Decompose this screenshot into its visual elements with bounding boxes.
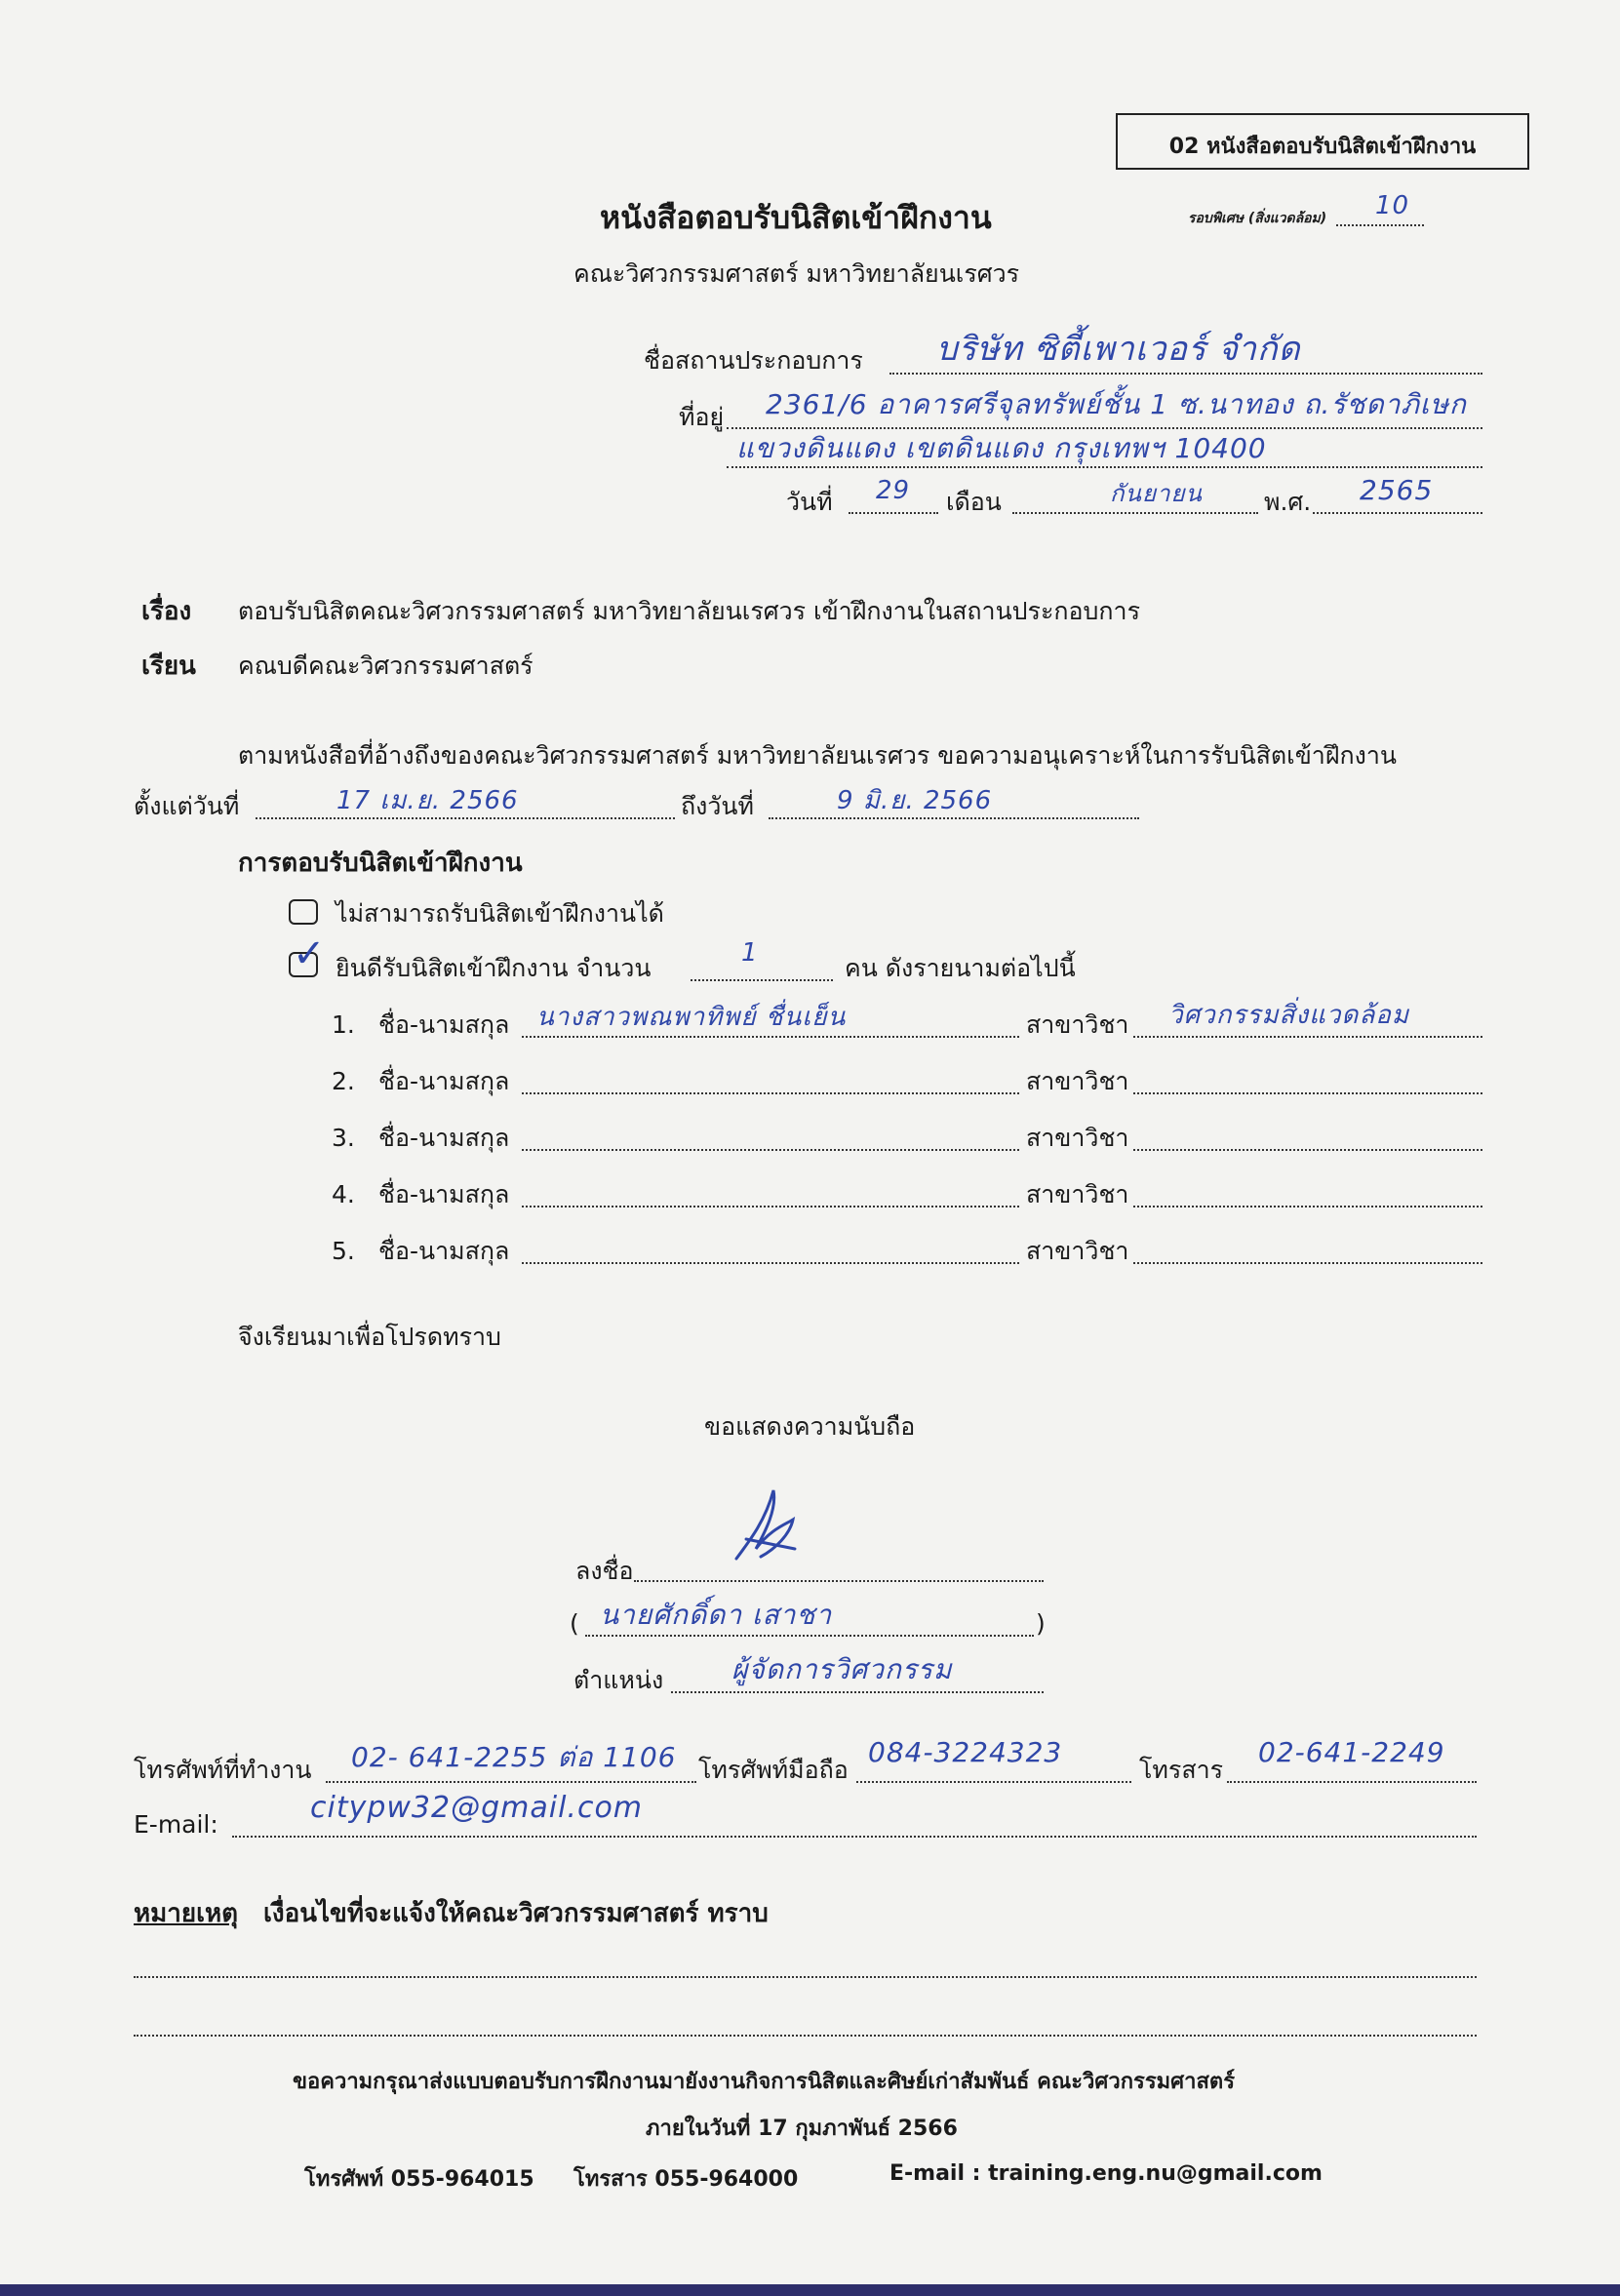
remark-label: หมายเหตุ: [134, 1899, 239, 1928]
response-heading: การตอบรับนิสิตเข้าฝึกงาน: [238, 849, 523, 878]
student-num: 2.: [332, 1067, 355, 1095]
student-major-label: สาขาวิชา: [1026, 1010, 1129, 1039]
regards-text: ขอแสดงความนับถือ: [704, 1412, 916, 1441]
remark-line-1: [134, 1976, 1477, 1978]
student-major-line: [1133, 1206, 1482, 1207]
student-num: 4.: [332, 1180, 355, 1208]
student-major-line: [1133, 1149, 1482, 1151]
form-code-box: [1116, 113, 1529, 170]
recipient-label: เรียน: [141, 652, 196, 681]
sign-close-paren: ): [1036, 1609, 1046, 1638]
recipient-text: คณบดีคณะวิศวกรรมศาสตร์: [238, 652, 533, 680]
month-label: เดือน: [946, 488, 1002, 516]
email-label: E-mail:: [134, 1810, 218, 1839]
day-line: [849, 512, 938, 514]
accept-label: ยินดีรับนิสิตเข้าฝึกงาน จำนวน: [336, 954, 652, 982]
student-major-line: [1133, 1036, 1482, 1038]
count-suffix: คน ดังรายนามต่อไปนี้: [845, 954, 1076, 982]
student-major-label: สาขาวิชา: [1026, 1124, 1129, 1152]
reject-label: ไม่สามารถรับนิสิตเข้าฝึกงานได้: [336, 899, 664, 928]
company-name-value: บริษัท ซิตี้เพาเวอร์ จำกัด: [936, 330, 1301, 369]
footer-line-2: ภายในวันที่ 17 กุมภาพันธ์ 2566: [646, 2117, 958, 2141]
day-value: 29: [876, 476, 911, 505]
scan-edge: [0, 2284, 1620, 2296]
period-from-value: 17 เม.ย. 2566: [336, 786, 519, 815]
student-major-value: วิศวกรรมสิ่งแวดล้อม: [1168, 1001, 1410, 1030]
email-value: citypw32@gmail.com: [310, 1791, 644, 1825]
round-line: [1336, 224, 1424, 226]
sign-open-paren: (: [570, 1609, 579, 1638]
student-major-label: สาขาวิชา: [1026, 1067, 1129, 1095]
month-value: กันยายน: [1110, 480, 1203, 507]
position-line: [671, 1691, 1044, 1693]
student-major-line: [1133, 1092, 1482, 1094]
page-title: หนังสือตอบรับนิสิตเข้าฝึกงาน: [600, 199, 992, 236]
reject-checkbox[interactable]: [289, 899, 318, 925]
round-label: รอบพิเศษ (สิ่งแวดล้อม): [1188, 211, 1327, 226]
round-value: 10: [1375, 191, 1410, 220]
count-line: [691, 979, 833, 981]
position-value: ผู้จัดการวิศวกรรม: [731, 1653, 953, 1685]
address-value-2: แขวงดินแดง เขตดินแดง กรุงเทพฯ 10400: [736, 432, 1267, 464]
student-major-label: สาขาวิชา: [1026, 1237, 1129, 1265]
period-to-label: ถึงวันที่: [681, 792, 754, 820]
student-num: 3.: [332, 1124, 355, 1152]
footer-email: E-mail : training.eng.nu@gmail.com: [889, 2161, 1323, 2186]
date-label: วันที่: [786, 488, 833, 516]
fax-value: 02-641-2249: [1258, 1736, 1445, 1768]
sign-label: ลงชื่อ: [575, 1557, 634, 1585]
address-value-1: 2361/6 อาคารศรีจุลทรัพย์ชั้น 1 ซ.นาทอง ถ.รัชดาภิเษก: [766, 388, 1467, 420]
email-line: [232, 1836, 1477, 1838]
fax-line: [1227, 1781, 1477, 1783]
student-major-label: สาขาวิชา: [1026, 1180, 1129, 1208]
footer-fax: โทรสาร 055-964000: [573, 2167, 799, 2192]
address-label: ที่อยู่: [679, 403, 725, 431]
position-label: ตำแหน่ง: [573, 1666, 664, 1694]
closing-text: จึงเรียนมาเพื่อโปรดทราบ: [238, 1323, 501, 1351]
work-phone-line: [326, 1781, 696, 1783]
student-major-line: [1133, 1262, 1482, 1264]
period-to-value: 9 มิ.ย. 2566: [837, 786, 993, 815]
work-phone-value: 02- 641-2255 ต่อ 1106: [351, 1741, 677, 1773]
remark-text: เงื่อนไขที่จะแจ้งให้คณะวิศวกรรมศาสตร์ ทราบ: [263, 1899, 769, 1928]
student-num: 1.: [332, 1010, 355, 1039]
mobile-value: 084-3224323: [868, 1736, 1063, 1768]
company-name-label: ชื่อสถานประกอบการ: [644, 346, 863, 375]
sign-line: [634, 1580, 1044, 1582]
fax-label: โทรสาร: [1139, 1756, 1224, 1784]
year-value: 2565: [1360, 474, 1434, 506]
form-code: 02 หนังสือตอบรับนิสิตเข้าฝึกงาน: [1168, 135, 1477, 159]
work-phone-label: โทรศัพท์ที่ทำงาน: [134, 1756, 312, 1784]
student-name-line: [522, 1206, 1019, 1207]
year-label: พ.ศ.: [1264, 488, 1312, 516]
student-name-label: ชื่อ-นามสกุล: [378, 1237, 510, 1265]
count-value: 1: [741, 938, 759, 968]
student-name-line: [522, 1149, 1019, 1151]
student-name-line: [522, 1092, 1019, 1094]
subject-text: ตอบรับนิสิตคณะวิศวกรรมศาสตร์ มหาวิทยาลัยนเรศวร เข้าฝึกงานในสถานประกอบการ: [238, 597, 1141, 625]
printed-name-value: นายศักดิ์ดา เสาชา: [600, 1599, 833, 1631]
student-num: 5.: [332, 1237, 355, 1265]
footer-phone: โทรศัพท์ 055-964015: [304, 2167, 534, 2192]
period-from-label: ตั้งแต่วันที่: [134, 792, 240, 820]
footer-line-1: ขอความกรุณาส่งแบบตอบรับการฝึกงานมายังงานกิจการนิสิตและศิษย์เก่าสัมพันธ์ คณะวิศวกรรมศาสตร์: [293, 2070, 1236, 2094]
body-text: ตามหนังสือที่อ้างถึงของคณะวิศวกรรมศาสตร์ มหาวิทยาลัยนเรศวร ขอความอนุเคราะห์ในการรับนิสิตเข้าฝึกงาน: [238, 741, 1397, 770]
student-name-label: ชื่อ-นามสกุล: [378, 1124, 510, 1152]
year-line: [1313, 512, 1482, 514]
student-name-label: ชื่อ-นามสกุล: [378, 1010, 510, 1039]
month-line: [1012, 512, 1258, 514]
mobile-line: [856, 1781, 1131, 1783]
remark-line-2: [134, 2035, 1477, 2037]
student-name-value: นางสาวพณพาทิพย์ ชื่นเย็น: [536, 1003, 847, 1032]
signature-mark: [717, 1481, 814, 1578]
student-name-label: ชื่อ-นามสกุล: [378, 1067, 510, 1095]
subject-label: เรื่อง: [141, 597, 192, 626]
mobile-label: โทรศัพท์มือถือ: [698, 1756, 849, 1784]
student-name-line: [522, 1262, 1019, 1264]
student-name-label: ชื่อ-นามสกุล: [378, 1180, 510, 1208]
subtitle: คณะวิศวกรรมศาสตร์ มหาวิทยาลัยนเรศวร: [573, 259, 1020, 288]
checkmark-icon: ✓: [293, 931, 326, 976]
